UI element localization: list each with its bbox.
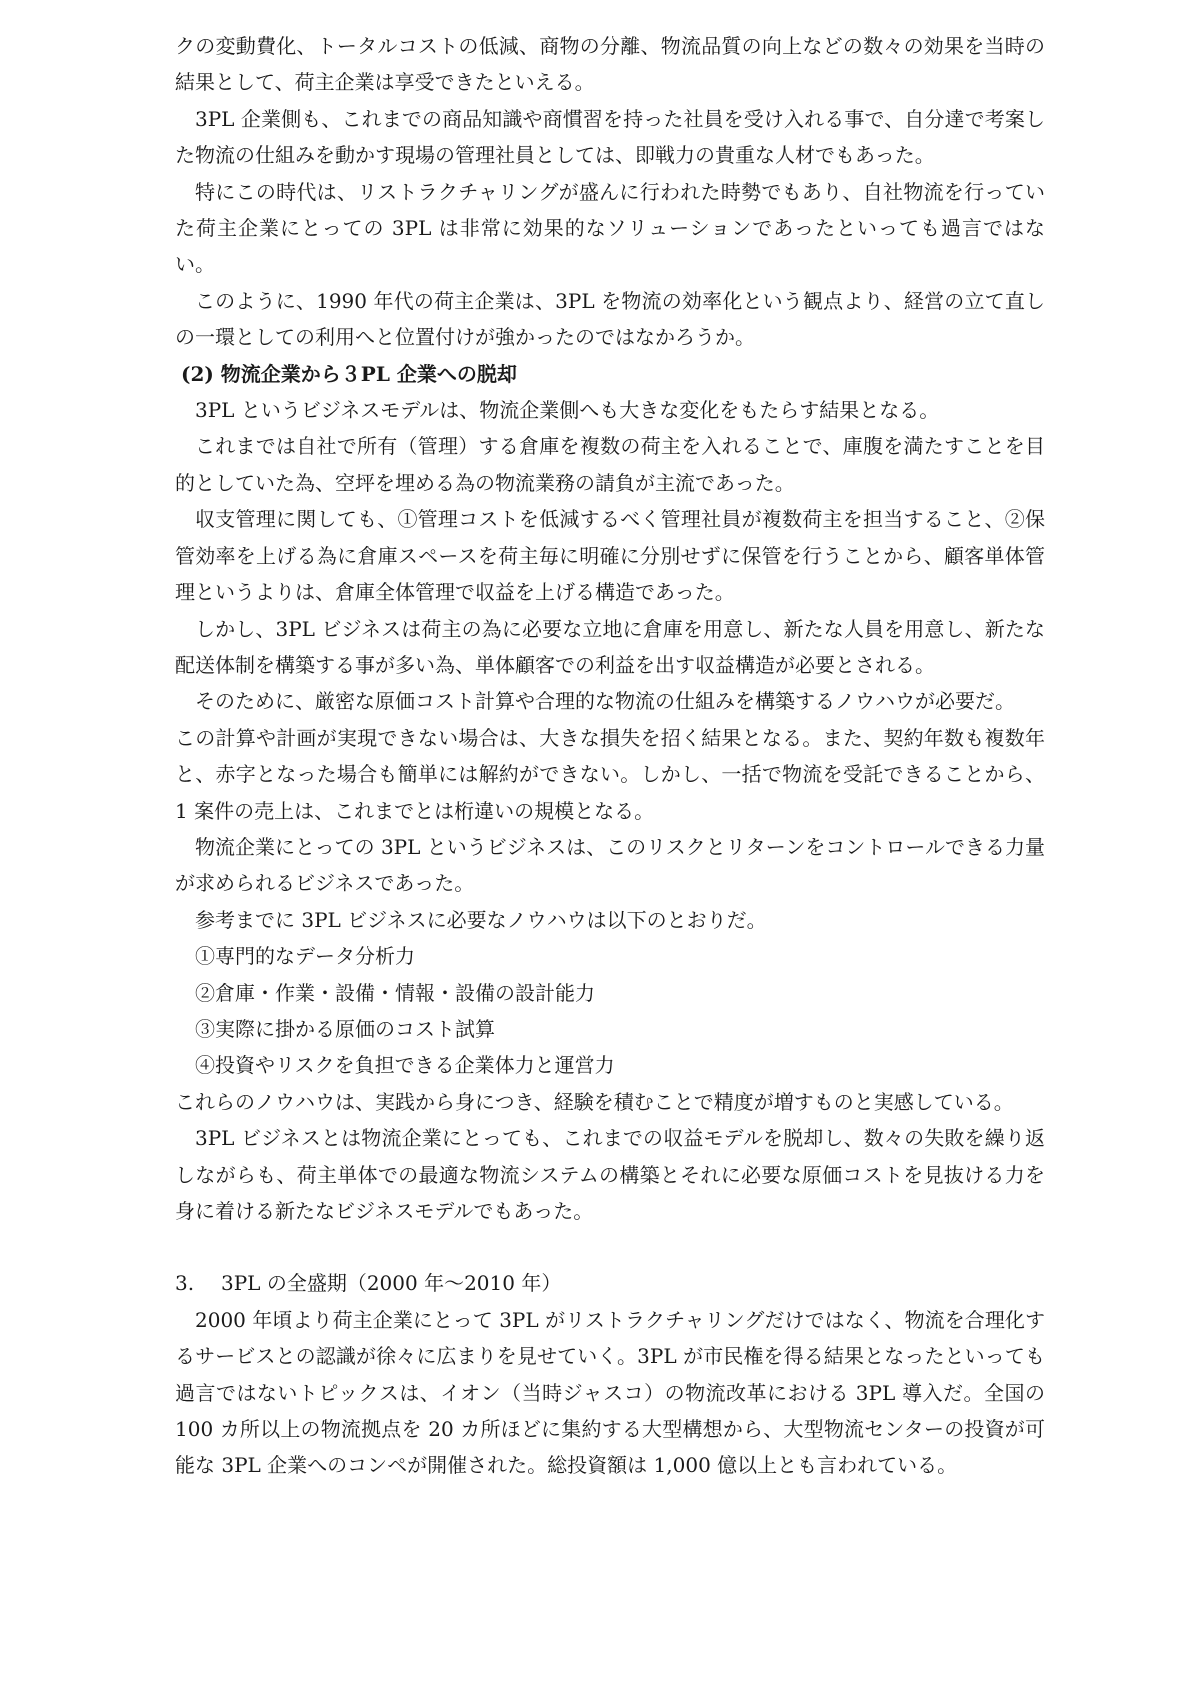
paragraph: これらのノウハウは、実践から身につき、経験を積むことで精度が増すものと実感している。	[175, 1089, 1014, 1114]
list-item: ③実際に掛かる原価のコスト試算	[195, 1016, 495, 1041]
paragraph: 収支管理に関しても、①管理コストを低減するべく管理社員が複数荷主を担当すること、②保管効率を上げる為に倉庫スペースを荷主毎に明確に分別せずに保管を行うことから、顧客単体管理というよりは、倉庫全体管理で収益を上げる構造であった。	[175, 507, 1045, 605]
list-item: ④投資やリスクを負担できる企業体力と運営力	[195, 1053, 615, 1078]
paragraph: 物流企業にとっての 3PL というビジネスは、このリスクとリターンをコントロールできる力量が求められるビジネスであった。	[175, 834, 1045, 896]
paragraph: この計算や計画が実現できない場合は、大きな損失を招く結果となる。また、契約年数も複数年と、赤字となった場合も簡単には解約ができない。しかし、一括で物流を受託できることから、1 案件の売上は、これまでとは桁違いの規模となる。	[175, 725, 1045, 823]
paragraph: 3PL ビジネスとは物流企業にとっても、これまでの収益モデルを脱却し、数々の失敗を繰り返しながらも、荷主単体での最適な物流システムの構築とそれに必要な原価コストを見抜ける力を身に着ける新たなビジネスモデルでもあった。	[175, 1126, 1045, 1223]
list-item: ①専門的なデータ分析力	[195, 944, 415, 969]
section-title: 3PL の全盛期（2000 年〜2010 年）	[221, 1271, 562, 1296]
section-number: 3.	[175, 1271, 195, 1296]
paragraph: 2000 年頃より荷主企業にとって 3PL がリストラクチャリングだけではなく、物流を合理化するサービスとの認識が徐々に広まりを見せていく。3PL が市民権を得る結果となったといっても過言ではないトピックスは、イオン（当時ジャスコ）の物流改革における 3PL 導入だ。全国の 100 カ所以上の物流拠点を 20 カ所ほどに集約する大型構想から、大型物流センターの投資が可能な 3PL 企業へのコンペが開催された。総投資額は 1,000 億以上とも言われている。	[175, 1307, 1045, 1478]
paragraph: 3PL 企業側も、これまでの商品知識や商慣習を持った社員を受け入れる事で、自分達で考案した物流の仕組みを動かす現場の管理社員としては、即戦力の貴重な人材でもあった。	[175, 106, 1045, 168]
paragraph: クの変動費化、トータルコストの低減、商物の分離、物流品質の向上などの数々の効果を当時の結果として、荷主企業は享受できたといえる。	[175, 34, 1045, 95]
paragraph: 3PL というビジネスモデルは、物流企業側へも大きな変化をもたらす結果となる。	[195, 398, 940, 423]
section-heading	[175, 1265, 1045, 1301]
paragraph: しかし、3PL ビジネスは荷主の為に必要な立地に倉庫を用意し、新たな人員を用意し、新たな配送体制を構築する事が多い為、単体顧客での利益を出す収益構造が必要とされる。	[175, 616, 1045, 677]
paragraph: 特にこの時代は、リストラクチャリングが盛んに行われた時勢でもあり、自社物流を行っていた荷主企業にとっての 3PL は非常に効果的なソリューションであったといっても過言ではない。	[175, 179, 1045, 277]
subsection-heading: (2) 物流企業から３PL 企業への脱却	[181, 361, 517, 386]
paragraph: そのために、厳密な原価コスト計算や合理的な物流の仕組みを構築するノウハウが必要だ。	[195, 689, 1015, 714]
list-item: ②倉庫・作業・設備・情報・設備の設計能力	[195, 980, 595, 1005]
paragraph: 参考までに 3PL ビジネスに必要なノウハウは以下のとおりだ。	[195, 907, 767, 932]
paragraph: このように、1990 年代の荷主企業は、3PL を物流の効率化という観点より、経営の立て直しの一環としての利用へと位置付けが強かったのではなかろうか。	[175, 288, 1045, 350]
paragraph: これまでは自社で所有（管理）する倉庫を複数の荷主を入れることで、庫腹を満たすことを目的としていた為、空坪を埋める為の物流業務の請負が主流であった。	[175, 434, 1045, 495]
document-page	[175, 28, 1045, 1484]
